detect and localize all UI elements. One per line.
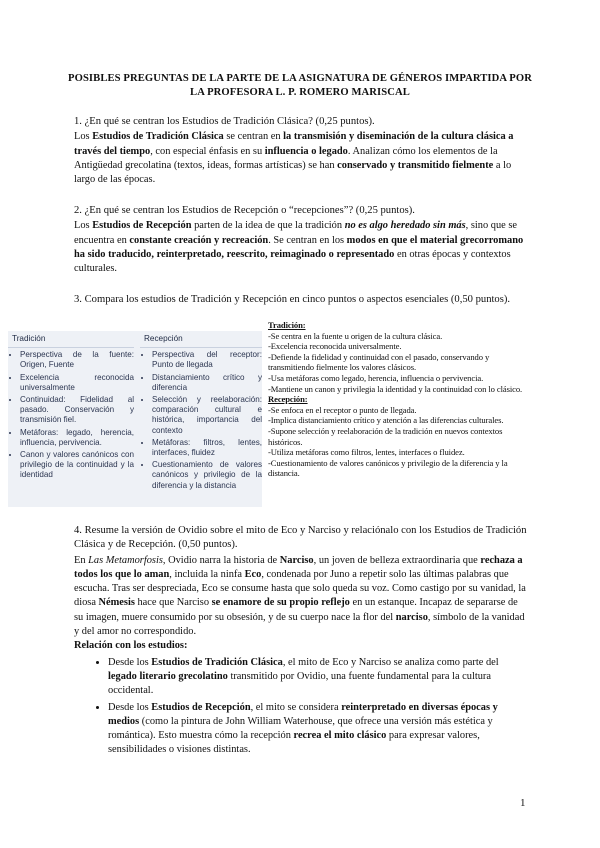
recepcion-notes-heading: Recepción:	[268, 394, 308, 405]
page-number: 1	[520, 797, 526, 809]
tradicion-notes-heading: Tradición:	[268, 320, 306, 330]
tradicion-item: • Perspectiva de la fuente: Origen, Fuente	[20, 350, 134, 370]
tradicion-item: • Metáforas: legado, herencia, influencia, pervivencia.	[20, 428, 134, 448]
note-line: -Supone selección y reelaboración de la tradición en nuevos contextos históricos.	[268, 425, 503, 447]
answer-4: En Las Metamorfosis, Ovidio narra la historia de Narciso, un joven de belleza extraordinaria que rechaza a todos los que lo aman, incluida la ninfa Eco, condenada por Juno a repetir solo las últimas palabras que escucha. Tras ser despreciada, Eco se consume hasta que solo queda su voz. Como castigo por su vanidad, la diosa Némesis hace que Narciso se enamore de su propio reflejo en un estanque. Incapaz de separarse de su imagen, muere consumido por su obsesión, y de su cuerpo nace la flor del narciso, símbolo de la vanidad y del amor no correspondido.	[74, 554, 526, 638]
document-title: POSIBLES PREGUNTAS DE LA PARTE DE LA ASIGNATURA DE GÉNEROS IMPARTIDA POR LA PROFESORA L. P. ROMERO MARISCAL	[68, 73, 532, 98]
relacion-list	[74, 656, 529, 758]
note-line: -Se enfoca en el receptor o punto de llegada.	[268, 404, 417, 415]
question-3	[74, 293, 529, 307]
tradicion-column	[8, 331, 134, 507]
note-line: -Usa metáforas como legado, herencia, influencia o pervivencia.	[268, 372, 484, 383]
recepcion-item: • Selección y reelaboración: comparación cultural e histórica, importancia del contexto	[152, 395, 262, 436]
question-2-text: 2. ¿En qué se centran los Estudios de Recepción o “recepciones”? (0,25 puntos).	[74, 205, 415, 216]
question-3-text: 3. Compara los estudios de Tradición y Recepción en cinco puntos o aspectos esenciales (0,50 puntos).	[74, 294, 511, 305]
list-item: • Desde los Estudios de Recepción, el mito se considera reinterpretado en diversas épocas y medios (como la pintura de John William Waterhouse, que ofrece una versión más estética y romántica). Esto muestra cómo la recepción recrea el mito clásico para expresar valores, sensibilidades o visiones distintas.	[108, 701, 529, 758]
question-1	[74, 115, 529, 187]
recepcion-item: • Perspectiva del receptor: Punto de llegada	[152, 350, 262, 370]
tradicion-item: • Canon y valores canónicos con privilegio de la continuidad y la identidad	[20, 450, 134, 481]
question-4-text: 4. Resume la versión de Ovidio sobre el mito de Eco y Narciso y relaciónalo con los Estudios de Tradición Clásica y de Recepción. (0,50 puntos).	[74, 525, 527, 551]
answer-1: Los Estudios de Tradición Clásica se centran en la transmisión y diseminación de la cultura clásica a través del tiempo, con especial énfasis en su influencia o legado. Analizan cómo los elementos de la Antigüedad grecolatina (textos, ideas, formas artísticas) se han conservado y transmitido fielmente a lo largo de las épocas.	[74, 131, 514, 186]
relacion-heading: Relación con los estudios:	[74, 640, 188, 652]
note-line: -Defiende la fidelidad y continuidad con el pasado, conservando y transmitiendo fielmente los valores clásicos.	[268, 351, 490, 373]
tradicion-header: Tradición	[8, 331, 134, 348]
recepcion-header: Recepción	[140, 331, 262, 348]
note-line: -Utiliza metáforas como filtros, lentes, interfaces o fluidez.	[268, 447, 465, 458]
recepcion-item: • Distanciamiento crítico y diferencia	[152, 373, 262, 393]
question-2	[74, 204, 529, 276]
note-line: -Excelencia reconocida universalmente.	[268, 341, 402, 352]
tradicion-item: • Continuidad: Fidelidad al pasado. Conservación y transmisión fiel.	[20, 395, 134, 426]
answer-2: Los Estudios de Recepción parten de la idea de que la tradición no es algo heredado sin más, sino que se encuentra en constante creación y recreación. Se centran en los modos en que el material grecorromano ha sido traducido, reinterpretado, reescrito, reimaginado o representado en otras épocas y contextos culturales.	[74, 220, 524, 275]
note-line: -Se centra en la fuente u origen de la cultura clásica.	[268, 330, 443, 341]
list-item: • Desde los Estudios de Tradición Clásica, el mito de Eco y Narciso se analiza como parte del legado literario grecolatino transmitido por Ovidio, una fuente fundamental para la cultura occidental.	[108, 656, 529, 699]
question-1-text: 1. ¿En qué se centran los Estudios de Tradición Clásica? (0,25 puntos).	[74, 116, 375, 127]
tradicion-item: • Excelencia reconocida universalmente	[20, 373, 134, 393]
note-line: -Cuestionamiento de valores canónicos y privilegio de la diferencia y la distancia.	[268, 457, 508, 479]
comparison-notes	[268, 320, 530, 479]
question-4	[74, 524, 529, 760]
recepcion-item: • Metáforas: filtros, lentes, interfaces, fluidez	[152, 438, 262, 458]
recepcion-item: • Cuestionamiento de valores canónicos y privilegio de la diferencia y la distancia	[152, 460, 262, 491]
comparison-table-image	[8, 331, 262, 507]
note-line: -Mantiene un canon y privilegia la identidad y la continuidad con lo clásico.	[268, 383, 523, 394]
note-line: -Implica distanciamiento crítico y atención a las diferencias culturales.	[268, 415, 504, 426]
recepcion-column	[140, 331, 262, 507]
